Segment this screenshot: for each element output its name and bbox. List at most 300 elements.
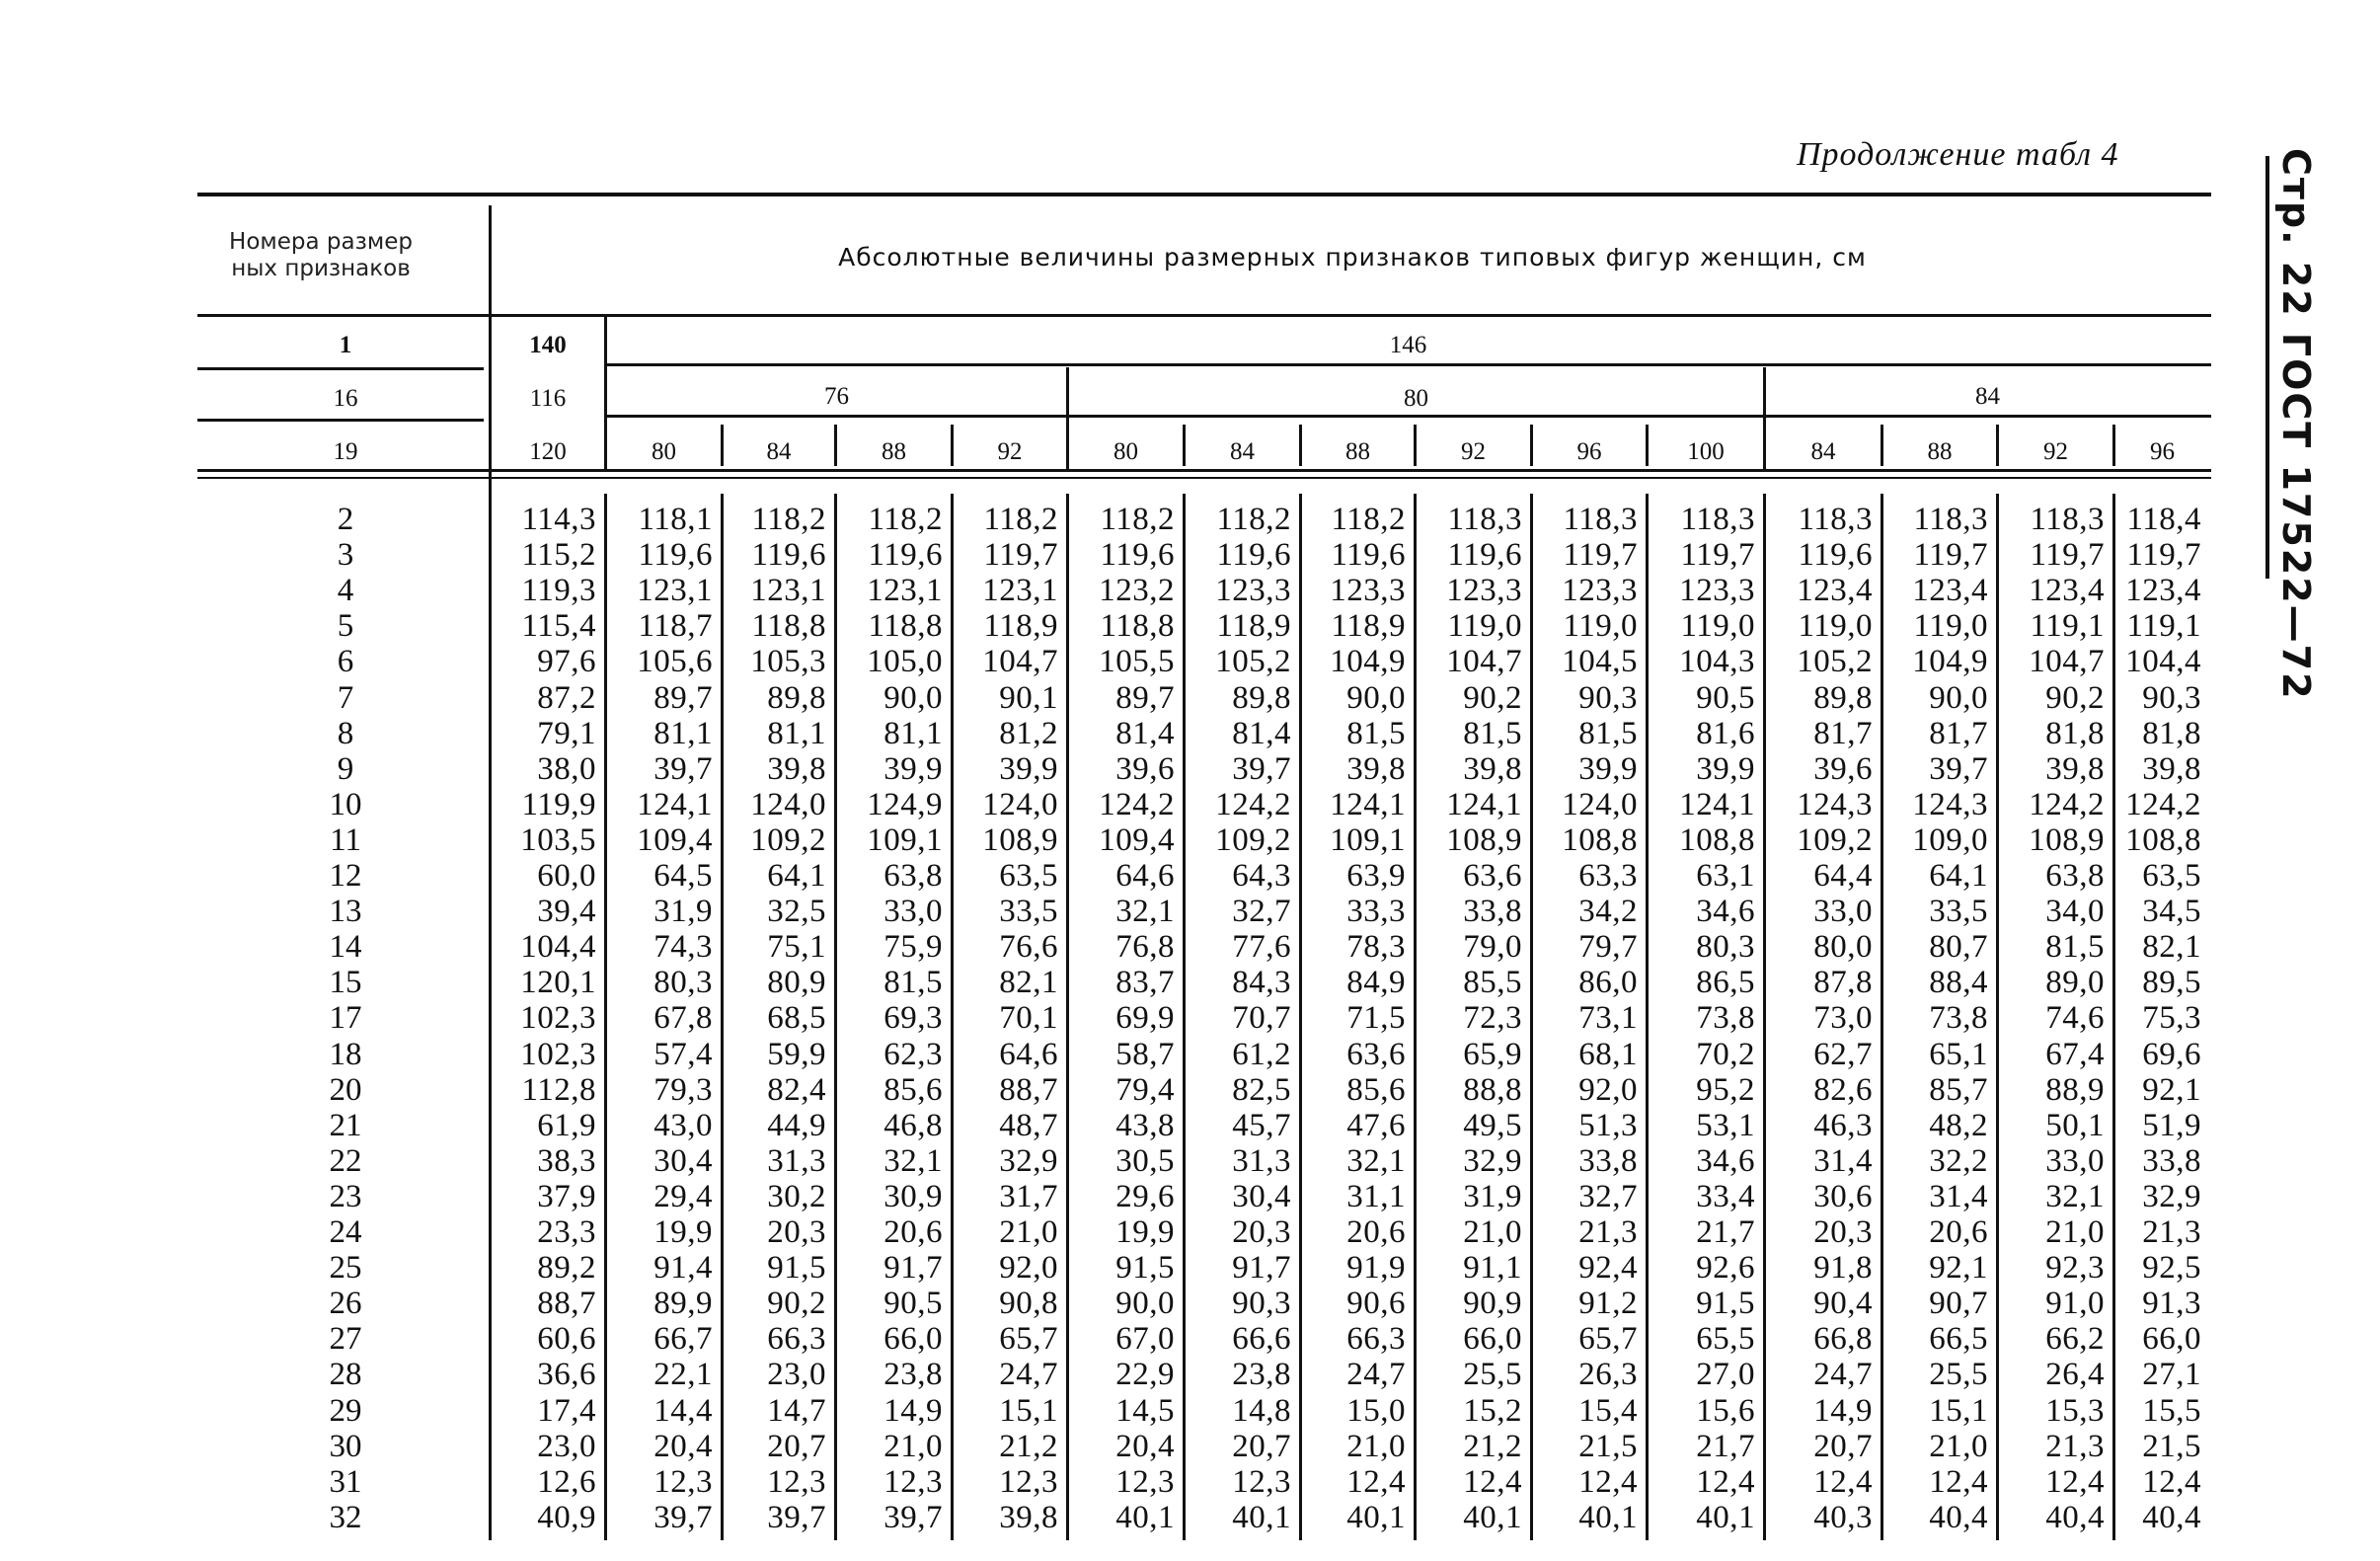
table-cell: 14,4 <box>653 1392 713 1429</box>
table-cell: 118,2 <box>983 502 1058 537</box>
table-cell: 119,9 <box>521 786 596 822</box>
table-cell: 108,9 <box>2029 821 2105 858</box>
table-cell: 102,3 <box>520 1000 596 1037</box>
table-cell: 61,9 <box>537 1107 596 1143</box>
table-row <box>0 1108 2380 1143</box>
column-divider <box>2112 494 2115 1540</box>
hip-divider-12 <box>1881 425 1883 466</box>
table-cell: 81,8 <box>2142 715 2201 751</box>
column-divider <box>604 494 607 1540</box>
table-cell: 90,6 <box>1346 1286 1406 1322</box>
table-row <box>0 1179 2380 1214</box>
table-cell: 21,5 <box>2142 1428 2201 1464</box>
table-cell: 80,0 <box>1813 929 1873 966</box>
table-cell: 39,6 <box>1813 750 1873 787</box>
table-cell: 112,8 <box>521 1071 596 1108</box>
table-cell: 20,3 <box>1232 1214 1291 1250</box>
table-cell: 33,0 <box>2045 1142 2105 1179</box>
column-divider <box>1763 494 1766 1540</box>
table-cell: 14,5 <box>1115 1392 1175 1429</box>
param-label-height: 1 <box>339 332 352 358</box>
param-label-chest: 16 <box>333 385 358 412</box>
table-cell: 81,7 <box>1813 715 1873 751</box>
table-cell: 119,6 <box>638 537 713 574</box>
table-cell: 34,2 <box>1578 894 1638 930</box>
hip-col-1: 80 <box>652 438 676 465</box>
table-cell: 15,6 <box>1696 1392 1755 1429</box>
table-cell: 118,8 <box>751 608 826 645</box>
table-cell: 124,2 <box>2029 786 2105 822</box>
row-number: 28 <box>329 1357 362 1393</box>
table-cell: 33,5 <box>999 894 1058 930</box>
table-cell: 39,8 <box>999 1499 1058 1535</box>
table-cell: 63,1 <box>1696 858 1755 894</box>
row-number: 13 <box>329 894 362 930</box>
table-cell: 124,0 <box>1562 786 1638 822</box>
table-cell: 89,8 <box>1813 679 1873 716</box>
table-cell: 89,2 <box>537 1250 596 1287</box>
chest-76: 76 <box>824 383 849 410</box>
table-cell: 105,2 <box>1797 644 1873 680</box>
table-cell: 15,1 <box>999 1392 1058 1429</box>
table-cell: 67,4 <box>2045 1036 2105 1072</box>
table-cell: 33,8 <box>1463 894 1522 930</box>
table-cell: 39,8 <box>2045 750 2105 787</box>
table-cell: 12,3 <box>767 1463 826 1500</box>
table-cell: 89,7 <box>1115 679 1175 716</box>
row-number: 25 <box>329 1250 362 1287</box>
table-cell: 79,7 <box>1578 929 1638 966</box>
table-cell: 21,3 <box>2142 1214 2201 1250</box>
table-cell: 60,6 <box>537 1321 596 1358</box>
table-cell: 21,0 <box>1929 1428 1988 1464</box>
table-cell: 12,4 <box>1346 1463 1406 1500</box>
table-cell: 20,3 <box>767 1214 826 1250</box>
table-row <box>0 894 2380 929</box>
table-cell: 21,0 <box>999 1214 1058 1250</box>
table-cell: 32,9 <box>2142 1178 2201 1214</box>
table-cell: 68,1 <box>1578 1036 1638 1072</box>
table-cell: 81,6 <box>1696 715 1755 751</box>
table-cell: 63,9 <box>1346 858 1406 894</box>
table-cell: 25,5 <box>1929 1357 1988 1393</box>
table-cell: 40,4 <box>2142 1499 2201 1535</box>
table-cell: 76,6 <box>999 929 1058 966</box>
hip-col-5: 80 <box>1113 438 1138 465</box>
table-cell: 61,2 <box>1232 1036 1291 1072</box>
table-row <box>0 1500 2380 1535</box>
table-cell: 123,1 <box>637 573 713 609</box>
table-cell: 63,8 <box>2045 858 2105 894</box>
table-cell: 119,6 <box>868 537 943 574</box>
table-cell: 39,6 <box>1115 750 1175 787</box>
table-cell: 12,4 <box>1696 1463 1755 1500</box>
table-cell: 39,9 <box>883 750 943 787</box>
table-cell: 23,0 <box>537 1428 596 1464</box>
column-divider <box>1066 494 1069 1540</box>
row-number: 2 <box>337 502 354 537</box>
table-cell: 34,6 <box>1696 894 1755 930</box>
table-cell: 124,0 <box>750 786 826 822</box>
table-cell: 109,1 <box>1330 821 1406 858</box>
table-row <box>0 1286 2380 1321</box>
table-cell: 118,8 <box>868 608 943 645</box>
hip-divider-13 <box>1996 425 1999 466</box>
table-cell: 17,4 <box>537 1392 596 1429</box>
table-cell: 39,7 <box>1929 750 1988 787</box>
table-cell: 30,9 <box>883 1178 943 1214</box>
table-cell: 124,2 <box>2125 786 2201 822</box>
table-cell: 123,3 <box>1562 573 1638 609</box>
table-cell: 24,7 <box>999 1357 1058 1393</box>
table-cell: 66,7 <box>653 1321 713 1358</box>
table-cell: 32,5 <box>767 894 826 930</box>
table-cell: 48,7 <box>999 1107 1058 1143</box>
table-cell: 21,2 <box>999 1428 1058 1464</box>
table-cell: 73,0 <box>1813 1000 1873 1037</box>
table-cell: 86,5 <box>1696 965 1755 1001</box>
table-cell: 92,3 <box>2045 1250 2105 1287</box>
chest-116: 116 <box>529 385 567 412</box>
table-cell: 108,8 <box>2125 821 2201 858</box>
row-number: 18 <box>329 1036 362 1072</box>
table-cell: 124,1 <box>1446 786 1522 822</box>
table-cell: 20,4 <box>653 1428 713 1464</box>
hip-divider-9 <box>1530 425 1533 466</box>
table-cell: 38,0 <box>537 750 596 787</box>
table-cell: 124,1 <box>1330 786 1406 822</box>
table-cell: 33,3 <box>1346 894 1406 930</box>
table-cell: 34,0 <box>2045 894 2105 930</box>
table-cell: 109,2 <box>1215 821 1291 858</box>
table-cell: 57,4 <box>653 1036 713 1072</box>
table-cell: 73,8 <box>1929 1000 1988 1037</box>
height-group-rule <box>607 363 2211 366</box>
table-cell: 90,2 <box>767 1286 826 1322</box>
table-cell: 108,8 <box>1562 821 1638 858</box>
row-number: 10 <box>329 786 362 822</box>
table-cell: 75,3 <box>2142 1000 2201 1037</box>
table-cell: 88,4 <box>1929 965 1988 1001</box>
table-cell: 40,1 <box>1346 1499 1406 1535</box>
table-cell: 91,3 <box>2142 1286 2201 1322</box>
table-cell: 104,3 <box>1679 644 1755 680</box>
table-cell: 40,1 <box>1232 1499 1291 1535</box>
hip-divider-10 <box>1646 425 1649 466</box>
table-cell: 109,2 <box>750 821 826 858</box>
table-cell: 90,3 <box>1232 1286 1291 1322</box>
table-cell: 64,4 <box>1813 858 1873 894</box>
table-cell: 81,4 <box>1115 715 1175 751</box>
table-cell: 46,8 <box>883 1107 943 1143</box>
table-cell: 119,0 <box>1563 608 1638 645</box>
table-cell: 105,3 <box>750 644 826 680</box>
table-cell: 66,0 <box>1463 1321 1522 1358</box>
table-cell: 103,5 <box>520 821 596 858</box>
table-cell: 119,1 <box>2126 608 2201 645</box>
table-cell: 83,7 <box>1115 965 1175 1001</box>
table-cell: 69,9 <box>1115 1000 1175 1037</box>
table-cell: 90,9 <box>1463 1286 1522 1322</box>
table-cell: 124,9 <box>867 786 943 822</box>
table-cell: 63,5 <box>999 858 1058 894</box>
table-cell: 105,5 <box>1099 644 1175 680</box>
table-cell: 82,4 <box>767 1071 826 1108</box>
table-cell: 32,2 <box>1929 1142 1988 1179</box>
table-row <box>0 822 2380 858</box>
column-divider <box>834 494 837 1540</box>
table-cell: 12,4 <box>2142 1463 2201 1500</box>
table-cell: 91,5 <box>1696 1286 1755 1322</box>
table-cell: 31,3 <box>767 1142 826 1179</box>
table-cell: 32,1 <box>1115 894 1175 930</box>
table-cell: 21,3 <box>1578 1214 1638 1250</box>
table-cell: 69,3 <box>883 1000 943 1037</box>
table-cell: 91,0 <box>2045 1286 2105 1322</box>
table-cell: 15,1 <box>1929 1392 1988 1429</box>
table-cell: 92,6 <box>1696 1250 1755 1287</box>
table-cell: 12,4 <box>1578 1463 1638 1500</box>
table-cell: 66,0 <box>883 1321 943 1358</box>
table-cell: 109,1 <box>867 821 943 858</box>
height-140: 140 <box>529 332 567 358</box>
table-cell: 21,3 <box>2045 1428 2105 1464</box>
column-divider <box>1299 494 1302 1540</box>
table-cell: 79,1 <box>537 715 596 751</box>
param-row-rule-2 <box>197 419 484 422</box>
row-number: 26 <box>329 1286 362 1322</box>
table-cell: 15,2 <box>1463 1392 1522 1429</box>
table-cell: 119,0 <box>1913 608 1988 645</box>
table-row <box>0 1143 2380 1179</box>
height-146: 146 <box>1389 332 1427 358</box>
table-cell: 77,6 <box>1232 929 1291 966</box>
table-cell: 81,1 <box>653 715 713 751</box>
row-number: 22 <box>329 1142 362 1179</box>
table-row <box>0 929 2380 965</box>
table-cell: 120,1 <box>520 965 596 1001</box>
table-cell: 33,8 <box>1578 1142 1638 1179</box>
table-cell: 119,6 <box>1798 537 1873 574</box>
table-row <box>0 1000 2380 1036</box>
table-cell: 119,7 <box>1563 537 1638 574</box>
table-cell: 12,3 <box>883 1463 943 1500</box>
table-cell: 12,3 <box>1232 1463 1291 1500</box>
table-cell: 66,5 <box>1929 1321 1988 1358</box>
table-cell: 12,4 <box>1929 1463 1988 1500</box>
table-cell: 39,7 <box>653 750 713 787</box>
table-cell: 31,1 <box>1346 1178 1406 1214</box>
table-cell: 108,8 <box>1679 821 1755 858</box>
table-cell: 21,0 <box>1346 1428 1406 1464</box>
table-cell: 104,4 <box>520 929 596 966</box>
table-cell: 82,1 <box>2142 929 2201 966</box>
table-cell: 40,9 <box>537 1499 596 1535</box>
table-cell: 12,3 <box>999 1463 1058 1500</box>
table-cell: 119,0 <box>1447 608 1522 645</box>
table-cell: 119,6 <box>1216 537 1291 574</box>
table-cell: 49,5 <box>1463 1107 1522 1143</box>
table-cell: 81,4 <box>1232 715 1291 751</box>
row-number: 24 <box>329 1214 362 1250</box>
table-cell: 118,2 <box>1331 502 1406 537</box>
hip-divider-4 <box>951 425 954 466</box>
table-cell: 92,0 <box>999 1250 1058 1287</box>
table-cell: 118,3 <box>1798 502 1873 537</box>
table-cell: 40,4 <box>1929 1499 1988 1535</box>
table-cell: 20,4 <box>1115 1428 1175 1464</box>
table-cell: 73,1 <box>1578 1000 1638 1037</box>
table-cell: 91,2 <box>1578 1286 1638 1322</box>
table-cell: 118,9 <box>1331 608 1406 645</box>
row-number: 9 <box>337 750 354 787</box>
table-cell: 20,7 <box>1232 1428 1291 1464</box>
chest-group-rule <box>607 415 2211 418</box>
table-cell: 62,3 <box>883 1036 943 1072</box>
table-cell: 90,3 <box>2142 679 2201 716</box>
table-cell: 92,1 <box>2142 1071 2201 1108</box>
table-cell: 39,9 <box>1696 750 1755 787</box>
row-number: 14 <box>329 929 362 966</box>
table-cell: 66,0 <box>2142 1321 2201 1358</box>
table-cell: 123,1 <box>867 573 943 609</box>
table-cell: 33,4 <box>1696 1178 1755 1214</box>
table-cell: 75,1 <box>767 929 826 966</box>
table-cell: 38,3 <box>537 1142 596 1179</box>
table-cell: 118,8 <box>1100 608 1175 645</box>
table-cell: 45,7 <box>1232 1107 1291 1143</box>
table-cell: 90,7 <box>1929 1286 1988 1322</box>
row-number: 11 <box>330 821 361 858</box>
table-cell: 12,4 <box>2045 1463 2105 1500</box>
table-cell: 88,8 <box>1463 1071 1522 1108</box>
table-cell: 91,1 <box>1463 1250 1522 1287</box>
table-cell: 30,5 <box>1115 1142 1175 1179</box>
table-cell: 109,4 <box>1099 821 1175 858</box>
table-cell: 40,1 <box>1463 1499 1522 1535</box>
table-cell: 33,5 <box>1929 894 1988 930</box>
column-divider <box>1183 494 1186 1540</box>
table-cell: 87,8 <box>1813 965 1873 1001</box>
table-cell: 74,3 <box>653 929 713 966</box>
table-cell: 20,6 <box>1346 1214 1406 1250</box>
row-number: 20 <box>329 1071 362 1108</box>
table-row <box>0 608 2380 644</box>
table-cell: 48,2 <box>1929 1107 1988 1143</box>
table-cell: 40,3 <box>1813 1499 1873 1535</box>
table-cell: 31,4 <box>1929 1178 1988 1214</box>
table-cell: 12,4 <box>1813 1463 1873 1500</box>
table-cell: 104,4 <box>2125 644 2201 680</box>
column-divider <box>1996 494 1999 1540</box>
table-cell: 80,9 <box>767 965 826 1001</box>
table-cell: 118,2 <box>751 502 826 537</box>
header-rule <box>197 314 2211 317</box>
row-number: 6 <box>337 644 354 680</box>
table-cell: 105,0 <box>867 644 943 680</box>
table-cell: 123,1 <box>982 573 1058 609</box>
table-row <box>0 1214 2380 1250</box>
table-row <box>0 680 2380 716</box>
table-cell: 81,7 <box>1929 715 1988 751</box>
table-cell: 104,5 <box>1562 644 1638 680</box>
table-cell: 90,0 <box>1115 1286 1175 1322</box>
param-row-rule-1 <box>197 367 484 370</box>
row-number: 12 <box>329 858 362 894</box>
table-cell: 21,0 <box>1463 1214 1522 1250</box>
column-divider <box>951 494 954 1540</box>
table-cell: 19,9 <box>653 1214 713 1250</box>
row-number: 21 <box>329 1107 362 1143</box>
table-cell: 15,4 <box>1578 1392 1638 1429</box>
table-cell: 119,0 <box>1798 608 1873 645</box>
table-cell: 32,1 <box>2045 1178 2105 1214</box>
table-cell: 22,9 <box>1115 1357 1175 1393</box>
hip-col-8: 92 <box>1461 438 1486 465</box>
table-cell: 85,6 <box>1346 1071 1406 1108</box>
table-cell: 85,5 <box>1463 965 1522 1001</box>
table-cell: 75,9 <box>883 929 943 966</box>
table-cell: 26,4 <box>2045 1357 2105 1393</box>
table-cell: 32,7 <box>1578 1178 1638 1214</box>
table-cell: 124,2 <box>1215 786 1291 822</box>
table-cell: 51,3 <box>1578 1107 1638 1143</box>
table-cell: 70,7 <box>1232 1000 1291 1037</box>
header-bottom-rule-2 <box>197 477 2211 479</box>
table-cell: 58,7 <box>1115 1036 1175 1072</box>
table-cell: 12,4 <box>1463 1463 1522 1500</box>
table-cell: 118,1 <box>638 502 713 537</box>
table-cell: 32,1 <box>1346 1142 1406 1179</box>
row-number: 31 <box>329 1463 362 1500</box>
table-cell: 14,7 <box>767 1392 826 1429</box>
table-cell: 44,9 <box>767 1107 826 1143</box>
table-cell: 90,5 <box>883 1286 943 1322</box>
table-cell: 80,7 <box>1929 929 1988 966</box>
table-cell: 68,5 <box>767 1000 826 1037</box>
table-row <box>0 502 2380 537</box>
table-cell: 119,7 <box>983 537 1058 574</box>
table-cell: 63,3 <box>1578 858 1638 894</box>
table-cell: 33,8 <box>2142 1142 2201 1179</box>
table-cell: 123,4 <box>2125 573 2201 609</box>
table-cell: 89,0 <box>2045 965 2105 1001</box>
table-cell: 27,1 <box>2142 1357 2201 1393</box>
table-cell: 64,6 <box>1115 858 1175 894</box>
table-cell: 115,2 <box>521 537 596 574</box>
table-cell: 80,3 <box>1696 929 1755 966</box>
table-cell: 119,3 <box>521 573 596 609</box>
table-cell: 26,3 <box>1578 1357 1638 1393</box>
table-cell: 14,8 <box>1232 1392 1291 1429</box>
row-number: 17 <box>329 1000 362 1037</box>
table-cell: 64,5 <box>653 858 713 894</box>
table-cell: 39,7 <box>883 1499 943 1535</box>
table-cell: 20,3 <box>1813 1214 1873 1250</box>
table-row <box>0 1250 2380 1286</box>
table-cell: 29,6 <box>1115 1178 1175 1214</box>
table-cell: 118,3 <box>1913 502 1988 537</box>
table-cell: 39,4 <box>537 894 596 930</box>
table-row <box>0 1464 2380 1500</box>
table-cell: 20,6 <box>883 1214 943 1250</box>
table-cell: 78,3 <box>1346 929 1406 966</box>
table-cell: 92,1 <box>1929 1250 1988 1287</box>
row-number: 7 <box>337 679 354 716</box>
table-cell: 81,5 <box>883 965 943 1001</box>
table-row <box>0 1357 2380 1392</box>
table-cell: 20,6 <box>1929 1214 1988 1250</box>
